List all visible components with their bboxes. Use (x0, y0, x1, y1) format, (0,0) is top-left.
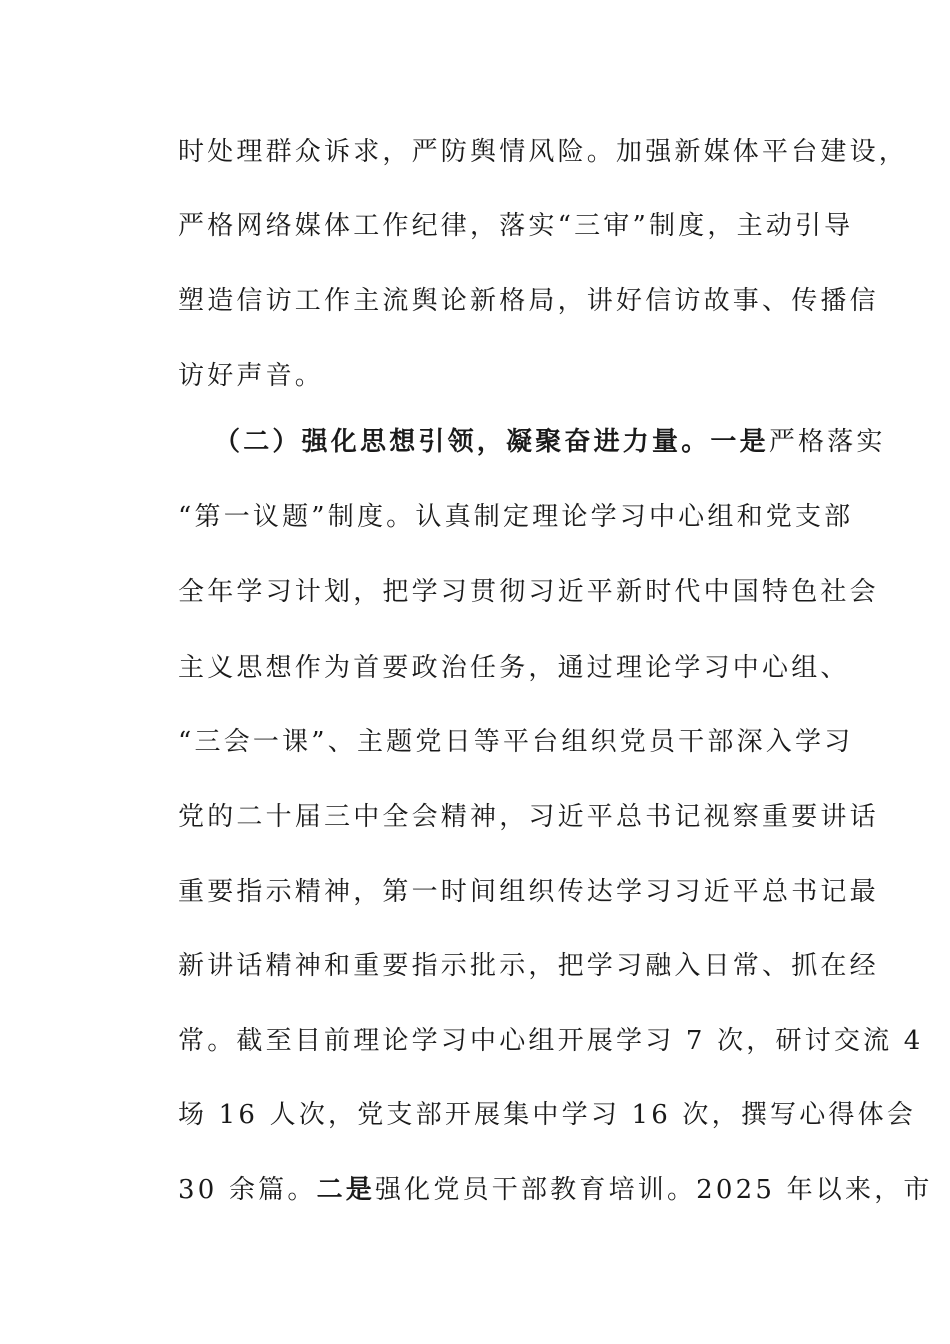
text-line: 主义思想作为首要政治任务，通过理论学习中心组、 (178, 653, 850, 683)
section-heading: （二）强化思想引领，凝聚奋进力量。 (214, 427, 711, 457)
text-line: 访好声音。 (178, 361, 325, 391)
text-line: “第一议题”制度。认真制定理论学习中心组和党支部 (178, 502, 854, 532)
text-line: 塑造信访工作主流舆论新格局，讲好信访故事、传播信 (178, 286, 879, 316)
text-line: 常。截至目前理论学习中心组开展学习 7 次，研讨交流 4 (178, 1026, 924, 1056)
item-marker: 一是 (710, 427, 769, 457)
text-line: 时处理群众诉求，严防舆情风险。加强新媒体平台建设， (178, 137, 909, 167)
item-marker: 二是 (316, 1175, 375, 1205)
text-line: 场 16 人次，党支部开展集中学习 16 次，撰写心得体会 (178, 1100, 917, 1130)
text-line (178, 1170, 933, 1210)
text-line: 全年学习计划，把学习贯彻习近平新时代中国特色社会 (178, 577, 879, 607)
text-line: 严格网络媒体工作纪律，落实“三审”制度，主动引导 (178, 211, 854, 241)
text-span: 30 余篇。 (178, 1175, 317, 1205)
section-heading-line (214, 422, 886, 462)
text-span: 严格落实 (768, 427, 886, 457)
text-line: 党的二十届三中全会精神，习近平总书记视察重要讲话 (178, 802, 879, 832)
text-line: “三会一课”、主题党日等平台组织党员干部深入学习 (178, 727, 854, 757)
text-line: 新讲话精神和重要指示批示，把学习融入日常、抓在经 (178, 951, 879, 981)
text-span: 强化党员干部教育培训。2025 年以来，市 (374, 1175, 933, 1205)
text-line: 重要指示精神，第一时间组织传达学习习近平总书记最 (178, 877, 879, 907)
